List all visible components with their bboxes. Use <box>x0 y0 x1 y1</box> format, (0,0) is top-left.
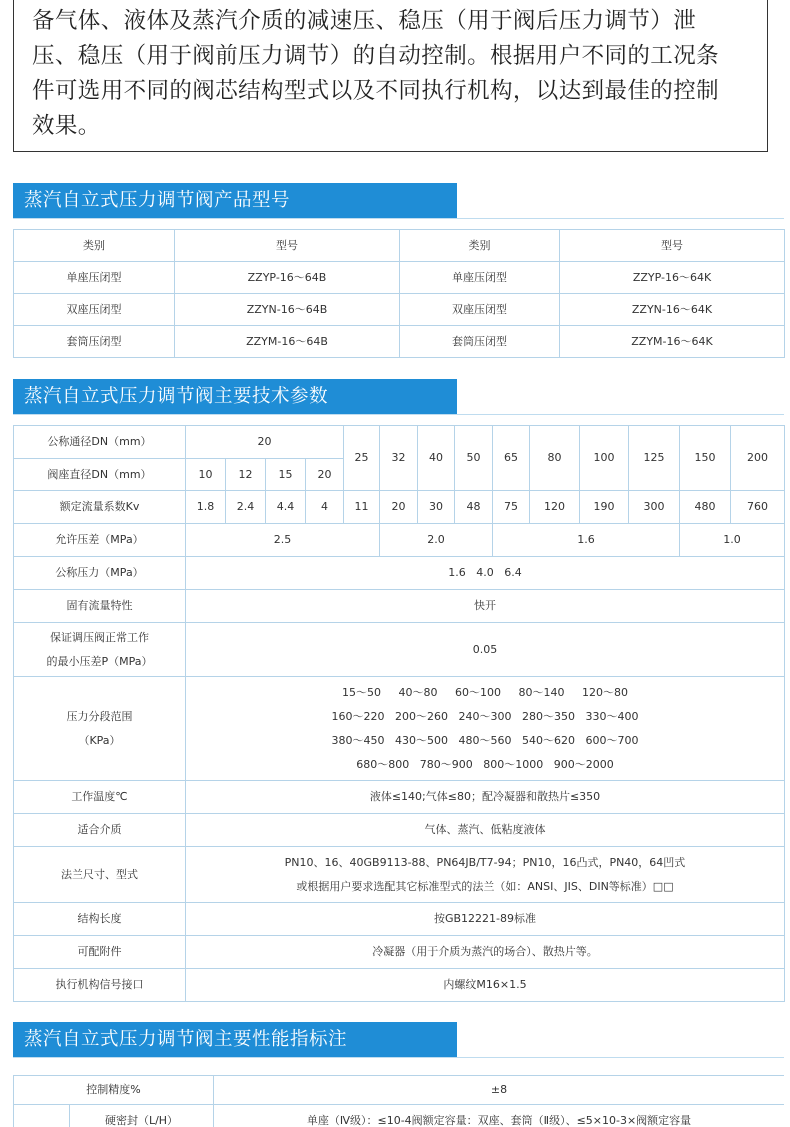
table-cell: 2.5 <box>186 524 380 557</box>
label-line: （KPa） <box>78 733 121 747</box>
table-cell: 按GB12221-89标准 <box>186 903 785 936</box>
table-cell: ZZYN-16～64B <box>175 294 400 326</box>
performance-table-viewport <box>13 1075 784 1127</box>
table-cell: 4.4 <box>266 491 306 524</box>
table-cell: 760 <box>731 491 785 524</box>
table-cell: 单座（Ⅳ级）：≤10-4阀额定容量：双座、套筒（Ⅱ级）、≤5×10-3×阀额定容量 <box>214 1105 784 1127</box>
table-cell: 1.6 4.0 6.4 <box>186 557 785 590</box>
table-cell: 15 <box>266 459 306 491</box>
section-heading-performance: 蒸汽自立式压力调节阀主要性能指标注 <box>13 1022 457 1057</box>
table-cell: 30 <box>418 491 455 524</box>
table-cell: 10 <box>186 459 226 491</box>
table-cell: 20 <box>186 426 344 459</box>
table-cell: 200 <box>731 426 785 491</box>
table-row <box>14 814 785 847</box>
table-cell: ±8 <box>214 1076 784 1105</box>
table-cell: 11 <box>344 491 380 524</box>
table-cell: ZZYP-16～64B <box>175 262 400 294</box>
table-cell: 20 <box>380 491 418 524</box>
table-cell: 1.0 <box>680 524 785 557</box>
table-cell: 100 <box>580 426 629 491</box>
table-row <box>14 1076 785 1105</box>
section-heading-models: 蒸汽自立式压力调节阀产品型号 <box>13 183 457 218</box>
table-header-row <box>14 230 785 262</box>
table-cell: 300 <box>629 491 680 524</box>
table-cell: 25 <box>344 426 380 491</box>
table-cell: 12 <box>226 459 266 491</box>
label-line: 的最小压差P（MPa） <box>46 654 153 668</box>
intro-line: 件可选用不同的阀芯结构型式以及不同执行机构，以达到最佳的控制 <box>32 78 720 104</box>
table-row <box>14 294 785 326</box>
row-label: 结构长度 <box>14 903 186 936</box>
table-row <box>14 677 785 781</box>
table-cell: 1.6 <box>493 524 680 557</box>
intro-line: 备气体、液体及蒸汽介质的减速压、稳压（用于阀后压力调节）泄 <box>32 8 697 34</box>
table-row <box>14 426 785 459</box>
table-row <box>14 326 785 358</box>
table-row <box>14 969 785 1002</box>
label-line: 压力分段范围 <box>66 709 133 723</box>
table-cell: 单座压闭型 <box>14 262 175 294</box>
column-header: 类别 <box>14 230 175 262</box>
section-divider <box>13 1057 784 1058</box>
table-cell: 单座压闭型 <box>400 262 560 294</box>
intro-line: 效果。 <box>32 113 101 139</box>
column-header: 型号 <box>175 230 400 262</box>
range-line: 15～50 40～80 60～100 80～140 120～80 <box>342 685 628 699</box>
table-cell: 75 <box>493 491 530 524</box>
table-cell: 125 <box>629 426 680 491</box>
intro-line: 压、稳压（用于阀前压力调节）的自动控制。根据用户不同的工况条 <box>32 43 720 69</box>
row-label: 法兰尺寸、型式 <box>14 847 186 903</box>
row-label: 执行机构信号接口 <box>14 969 186 1002</box>
table-row <box>14 781 785 814</box>
table-cell: 190 <box>580 491 629 524</box>
table-cell: 1.8 <box>186 491 226 524</box>
performance-table <box>13 1075 784 1127</box>
table-cell: 0.05 <box>186 623 785 677</box>
models-table <box>13 229 785 358</box>
table-cell: 32 <box>380 426 418 491</box>
table-row <box>14 557 785 590</box>
table-cell: 套筒压闭型 <box>14 326 175 358</box>
table-cell <box>14 1105 70 1127</box>
row-label: 允许压差（MPa） <box>14 524 186 557</box>
table-cell: 内螺纹M16×1.5 <box>186 969 785 1002</box>
flange-line: 或根据用户要求选配其它标准型式的法兰（如：ANSI、JIS、DIN等标准）□□ <box>296 879 674 893</box>
column-header: 型号 <box>560 230 785 262</box>
table-cell: 80 <box>530 426 580 491</box>
table-cell: 双座压闭型 <box>14 294 175 326</box>
section-heading-params: 蒸汽自立式压力调节阀主要技术参数 <box>13 379 457 414</box>
table-cell: ZZYN-16～64K <box>560 294 785 326</box>
row-label: 公称通径DN（mm） <box>14 426 186 459</box>
table-cell: 40 <box>418 426 455 491</box>
table-cell: ZZYM-16～64B <box>175 326 400 358</box>
params-table <box>13 425 785 1002</box>
table-cell <box>186 677 785 781</box>
column-header: 类别 <box>400 230 560 262</box>
table-row <box>14 903 785 936</box>
row-label: 阀座直径DN（mm） <box>14 459 186 491</box>
row-label: 控制精度% <box>14 1076 214 1105</box>
table-cell: 2.4 <box>226 491 266 524</box>
row-label: 适合介质 <box>14 814 186 847</box>
table-cell: 4 <box>306 491 344 524</box>
row-label: 额定流量系数Kv <box>14 491 186 524</box>
table-cell <box>186 847 785 903</box>
row-label: 工作温度℃ <box>14 781 186 814</box>
row-label <box>14 623 186 677</box>
table-row <box>14 936 785 969</box>
row-label <box>14 677 186 781</box>
range-line: 380～450 430～500 480～560 540～620 600～700 <box>331 733 639 747</box>
table-cell: 气体、蒸汽、低粘度液体 <box>186 814 785 847</box>
range-line: 680～800 780～900 800～1000 900～2000 <box>356 757 614 771</box>
label-line: 保证调压阀正常工作 <box>50 630 149 644</box>
table-cell: 48 <box>455 491 493 524</box>
table-row <box>14 590 785 623</box>
table-cell: 冷凝器（用于介质为蒸汽的场合）、散热片等。 <box>186 936 785 969</box>
section-divider <box>13 218 784 219</box>
table-cell: 65 <box>493 426 530 491</box>
table-row <box>14 262 785 294</box>
intro-paragraph <box>13 0 768 152</box>
table-cell: 2.0 <box>380 524 493 557</box>
table-cell: 480 <box>680 491 731 524</box>
table-row <box>14 524 785 557</box>
range-line: 160～220 200～260 240～300 280～350 330～400 <box>331 709 639 723</box>
row-label: 固有流量特性 <box>14 590 186 623</box>
table-cell: 双座压闭型 <box>400 294 560 326</box>
table-cell: 快开 <box>186 590 785 623</box>
section-divider <box>13 414 784 415</box>
table-cell: ZZYM-16～64K <box>560 326 785 358</box>
table-cell: 150 <box>680 426 731 491</box>
table-row <box>14 491 785 524</box>
table-cell: 50 <box>455 426 493 491</box>
table-row <box>14 1105 785 1127</box>
table-row <box>14 623 785 677</box>
table-cell: 液体≤140;气体≤80；配冷凝器和散热片≤350 <box>186 781 785 814</box>
row-label: 可配附件 <box>14 936 186 969</box>
table-cell: 120 <box>530 491 580 524</box>
table-cell: 套筒压闭型 <box>400 326 560 358</box>
row-label: 硬密封（L/H） <box>70 1105 214 1127</box>
flange-line: PN10、16、40GB9113-88、PN64JB/T7-94；PN10，16凸式，PN40，64凹式 <box>284 855 686 869</box>
table-cell: ZZYP-16～64K <box>560 262 785 294</box>
table-cell: 20 <box>306 459 344 491</box>
row-label: 公称压力（MPa） <box>14 557 186 590</box>
table-row <box>14 847 785 903</box>
